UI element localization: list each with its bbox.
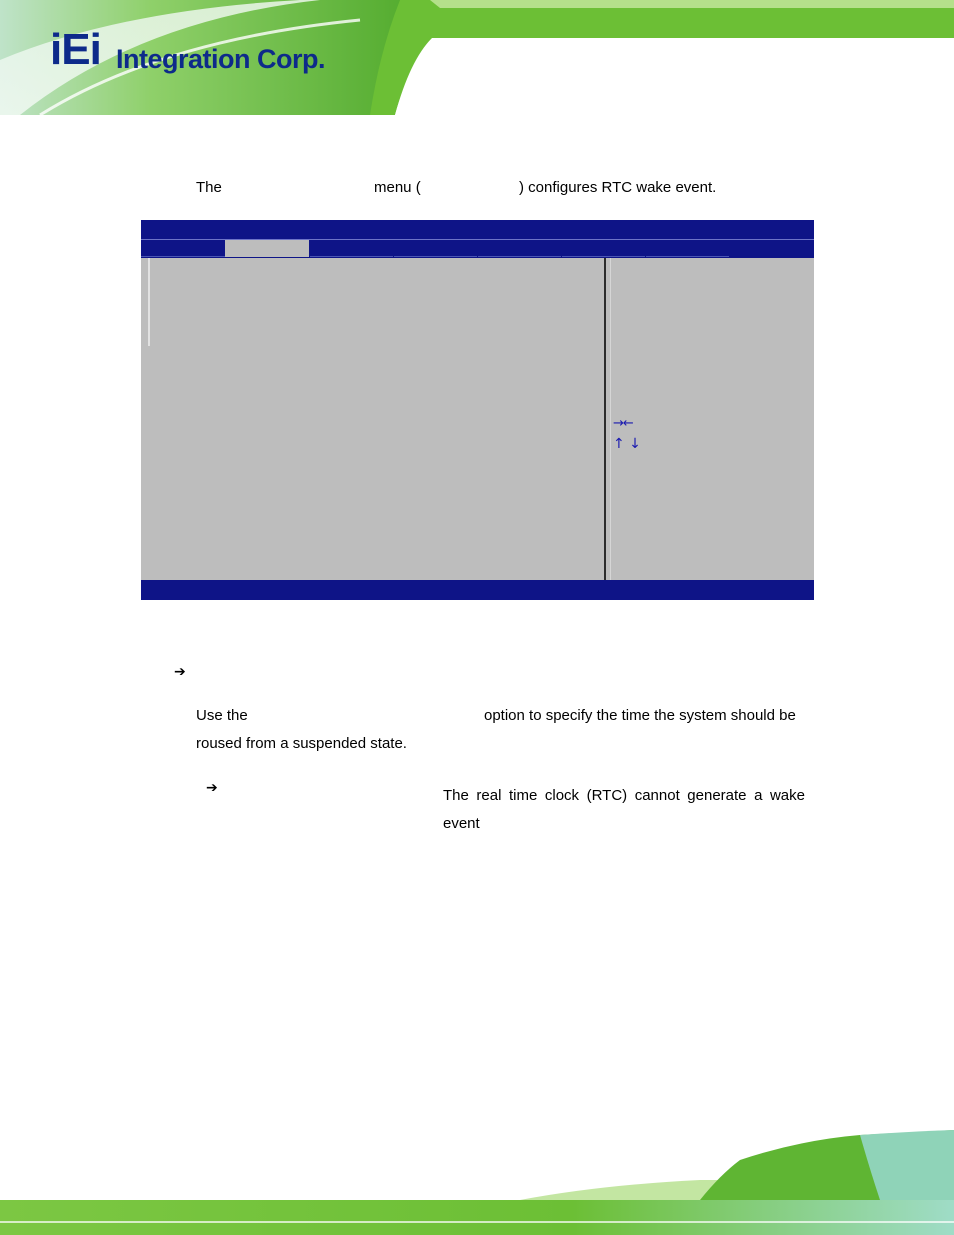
bios-main-panel [141,258,605,580]
nav-select-screen-icon: →← [613,416,633,431]
bios-tab-active[interactable] [225,240,309,257]
arrow-right-icon: ➔ [206,780,218,796]
bios-tab-row [141,240,814,258]
option-description: option to specify the time the system should be [484,707,796,724]
bios-screenshot [141,220,814,600]
option-use-the: Use the [196,707,248,724]
bios-status-bar [141,580,814,600]
intro-middle: menu ( [374,179,421,196]
bios-tab[interactable] [478,240,561,257]
arrow-right-icon: ➔ [174,664,186,680]
option-description-line2: roused from a suspended state. [196,735,407,752]
nav-select-item-icon: ↑ ↓ [613,436,641,452]
logo-mark: iEi [50,25,101,74]
bios-tab[interactable] [646,240,729,257]
disabled-description: The real time clock (RTC) cannot generate a wake event [443,787,805,832]
bios-tab[interactable] [141,240,225,257]
logo-text: Integration Corp. [116,44,325,74]
bios-help-panel [611,258,814,580]
bios-tab[interactable] [562,240,645,257]
bios-scroll-edge [148,258,150,346]
bios-title-bar [141,220,814,240]
footer-banner [0,1130,954,1235]
bios-divider [604,258,606,580]
intro-prefix: The [196,179,222,196]
bios-tab[interactable] [394,240,477,257]
intro-suffix: ) configures RTC wake event. [519,179,717,196]
bios-tab[interactable] [310,240,393,257]
